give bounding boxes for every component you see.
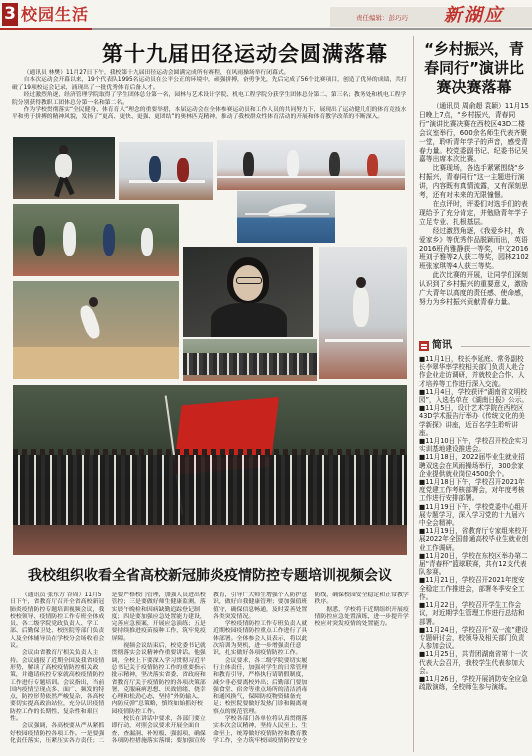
brief-item: ■11月5日，设计艺术学院在西校区43D学术报告厅举办《传统文化的美学新探》讲座，近百名学生聆听讲座。 (419, 404, 525, 437)
photo-hurdlers (216, 139, 406, 191)
brief-item: ■11月20日，学校在东校区举办第二届“青春杯”篮球联赛，共有12支代表队参赛。 (419, 551, 528, 577)
brief-item: ■11月22日，学校召开学生工作会议，对近期学生管理工作进行总结和部署。 (419, 601, 525, 626)
brief-item: ■11月18日下午，学校召开2021年度党建工作考核部署会，对年度考核工作进行安排部署。 (419, 478, 525, 503)
athlete-figure (243, 152, 254, 178)
athlete-figure (177, 158, 189, 182)
jumper-figure (78, 304, 103, 341)
side-paragraph: 比赛现场，各选手紧紧围绕“乡村振兴，青春同行”这一主题进行演讲，内容既有真情流露，又有深刻思考，还有对未来的无限憧憬。 (419, 164, 528, 200)
runner-torso (55, 154, 72, 178)
briefs-list (419, 355, 530, 753)
second-paragraph: （通讯员 张东方 谷周）11月5日下午，省教育厅召开全省高校新冠肺炎疫情防控专题培训视频会议，我校校领导、疫情防控工作专班全体成员、各二级学院党政负责人、学工部、后勤保卫处、校医院等部门负责人及全体辅导员在学校分会场收看会议。 (10, 592, 105, 650)
second-paragraph: 学校各部门各单位将认真贯彻落实本次会议精神，坚持人民至上、生命至上，统筹做好疫情防控和教育教学工作，全力筑牢校园疫情防控安全防线，确保校园安全稳定和正常教学秩序。 (213, 592, 409, 744)
lead-paragraph: 自本次运动会开幕以来，19个代表队1995名运动员在公平公正的环境中，顽强拼搏，奋勇争先，先后完成了56个比赛项目，创造了优异的成绩，共打破了19项校运会记录，涌现出了一批优秀体育后备人才。 (12, 77, 407, 91)
second-paragraph: 视频会议结束后，校党委书记就贯彻落实会议精神作重要讲话。他强调，全校上下要深入学习贯彻习近平总书记关于疫情防控工作的重要指示批示精神，坚决落实省委、省政府和省教育厅关于疫情防控的各项决策部署，克服麻痹思想、厌战情绪、侥幸心理和松劲心态，坚持“外防输入、内防反弹”总策略，慎终如始抓好校园疫情防控工作。 (111, 643, 206, 715)
second-paragraph: 据悉，学校将于近期组织开展疫情防控应急处置演练，进一步提升学校应对突发疫情的处置能力。 (314, 606, 409, 628)
athlete-head (356, 277, 366, 288)
marching-students (13, 455, 408, 525)
photo-high-jump (236, 190, 336, 244)
brief-item: ■11月10日下午，学校召开校企实习实训基地建设推进会。 (419, 437, 528, 454)
brief-item: ■11月19日下午，学校党委中心组开展专题学习，深入学习党的十九届六中全会精神。 (419, 502, 528, 528)
lead-article-body (12, 70, 408, 122)
athlete-figure (33, 226, 45, 256)
jumper-figure (266, 201, 307, 219)
column-divider (413, 36, 414, 752)
section-name: 校园生活 (21, 5, 90, 24)
second-paragraph: 会议要求，各二级学院要切实履行主体责任，加强对学生的日常管理和教育引导，严格执行请销假制度，减少非必要离校外出；后勤部门要加强食堂、宿舍等重点场所的清洁消毒和通风换气，保障防疫物资储备充足；校医院要做好发热门诊和隔离观察点的规范管理。 (213, 657, 308, 715)
second-article-title: 我校组织收看全省高校新冠肺炎疫情防控专题培训视频会议 (28, 568, 392, 584)
brief-item: ■11月25日，共青团湖南省第十一次代表大会召开，我校学生代表参加大会。 (419, 650, 528, 675)
hurdle-bar (325, 339, 403, 342)
athlete-figure (353, 287, 369, 327)
athlete-figure (149, 156, 161, 182)
athlete-figure (367, 154, 378, 178)
lead-paragraph: 作为学校贯彻落实“全民健身、体育育人”理念的重要举措，本届运动会在全体参赛运动员和工作人员的共同努力下，展现出了运动健儿们的体育竞技水平和勇于拼搏的精神风貌，发扬了“更高、更快、更强、更团结”的奥林匹克精神，推动了我校群众性体育活动的开展和体育教学改革的不断深入。 (12, 107, 407, 121)
side-paragraph: 此次比赛的开展，让同学们深刻认识到了乡村振兴的重要意义，激励广大青年以高度的责任感、使命感，努力为乡村振兴贡献青春力量。 (419, 271, 528, 306)
athlete-figure (103, 224, 115, 256)
second-paragraph: 会议强调，各高校要从严从紧抓好校园疫情防控各项工作。一是要强化责任落实，压紧压实各方责任；二是要严格校门管理，加强人员进出校管控；三是要做好师生健康监测，落实晨午晚检和因病缺勤追踪登记制度；四是要加强应急处置能力建设，完善应急预案，开展应急演练；五是要持续推进疫苗接种工作，筑牢免疫屏障。 (10, 592, 206, 744)
side-paragraph: 经过激烈角逐，《我爱乡村，我爱家乡》等优秀作品脱颖而出，英语2016班肖雅静获一等奖，中文2016班刘子雅等2人获二等奖，园林2102班张家琪等4人获三等奖。 (419, 226, 529, 271)
second-paragraph: 校长在讲话中要求，各部门要立即行动，对照会议要求开展全面自查，查漏洞、补短板、强弱项，确保各项防控措施落实落细；要加强宣传教育，引导广大师生增强个人防护意识，做好自我健康管理；要加强值班值守，确保信息畅通，及时妥善处置各类突发情况。 (111, 592, 308, 744)
sand-pit (13, 347, 180, 380)
news-brief-icon-lines (421, 344, 427, 346)
photo-relay (12, 203, 180, 277)
photo-runner (12, 136, 116, 200)
brief-item: ■11月26日，学校开展消防安全应急疏散演练，全校师生参与演练。 (419, 674, 528, 692)
paper-masthead: 新湖应 (444, 5, 504, 26)
crossbar (245, 213, 329, 215)
brief-item: ■11月21日，学校召开2021年度安全稳定工作推进会，部署冬季安全工作。 (419, 576, 525, 601)
glasses (236, 277, 262, 284)
side-article-title: “乡村振兴，青春同行”演讲比赛决赛落幕 (424, 40, 524, 96)
editor-credit: 责任编辑：彭巧巧 (356, 14, 408, 22)
photo-spectators (182, 338, 318, 382)
second-article-body (10, 592, 410, 752)
athlete-figure (141, 228, 153, 256)
athlete-figure (63, 222, 76, 256)
briefs-heading (419, 340, 530, 352)
crowd-row (183, 353, 318, 375)
brief-item: ■11月4日，学校获评“湖南省文明校园”，入选名单在《湖南日报》公示。 (419, 387, 528, 405)
header-rule-accent (0, 28, 92, 30)
hurdle-bar (217, 176, 406, 178)
photo-parade (12, 384, 408, 556)
runner-leg (62, 177, 74, 195)
photo-long-jump (12, 280, 180, 380)
lead-paragraph: 经过激烈角逐，经济管理学院取得了学生团体总分第一名，园林与艺术设计学院、机电工程学院分获学生团体总分第二、第三名；教务处和机电工程学院分别获得教职工团体总分第一名和第二名。 (12, 92, 407, 106)
lead-article-title: 第十九届田径运动会圆满落幕 (102, 42, 388, 66)
brief-item: ■11月18日，2022届毕业生就业招聘双选会在风雨操场举行，300余家企业提供就业岗位4500余个。 (419, 453, 525, 478)
shoulders (211, 303, 287, 338)
hurdle-bar (129, 180, 205, 183)
second-paragraph: 会议由省教育厅相关负责人主持。会议通报了近期全国及我省疫情形势，解读了高校疫情防控相关政策，并邀请疾控专家就高校疫情防控工作进行专题培训。会议指出，当前国内疫情呈现点多、面广、频发的特点，防控形势依然严峻复杂，各高校要切实提高政治站位，充分认识疫情防控工作的长期性、复杂性和艰巨性。 (10, 650, 105, 723)
lead-paragraph: （通讯员 林樊）11月27日下午，我校第十九届田径运动会圆满完成所有赛程，在风雨操场举行闭幕式。 (23, 70, 290, 76)
side-paragraph: 在点评时，评委们对选手们的表现给予了充分肯定，并勉励青年学子立足专业、扎根基层。 (419, 199, 528, 226)
side-paragraph: （通讯员 周俞超 袁颖）11月15日晚上7点，“乡村振兴，青春同行”演讲比赛决赛在西校区43D二楼会议室举行，600余名师生代表齐聚一堂，聆听青年学子的声音，感受青春力量。校党委副书记、纪委书记吴嘉等出席本次比赛。 (419, 102, 529, 164)
news-brief-icon (419, 341, 429, 351)
brief-item: ■11月1日，校长李延庭、常务副校长李翠华率学校相关部门负责人赴合作企业走访调研，并就校企合作、人才培养等工作进行深入交流。 (419, 355, 525, 388)
jumper-head (89, 297, 98, 307)
briefs-label: 简讯 (432, 340, 452, 351)
athlete-figure (287, 150, 299, 178)
brief-item: ■11月19日，省教育厅专家组来校开展2022年全国普通高校毕业生就业创业工作调研。 (419, 527, 529, 552)
brief-item: ■11月24日，学校召开“双一流”建设专题研讨会，校领导及相关部门负责人参加会议。 (419, 625, 528, 651)
photo-hurdle-race (318, 246, 408, 380)
briefs-rule (461, 346, 530, 347)
photo-hurdle (118, 141, 214, 201)
athlete-figure (329, 152, 340, 178)
second-paragraph: 学校疫情防控工作专班负责人就近期校园疫情防控重点工作进行了具体部署。全体参会人员表示，将以此次培训为契机，进一步增强责任意识，扎实做好各项疫情防控工作。 (213, 621, 308, 657)
photo-portrait (182, 246, 314, 338)
page-number: 3 (2, 3, 18, 26)
side-article-body (419, 102, 530, 336)
